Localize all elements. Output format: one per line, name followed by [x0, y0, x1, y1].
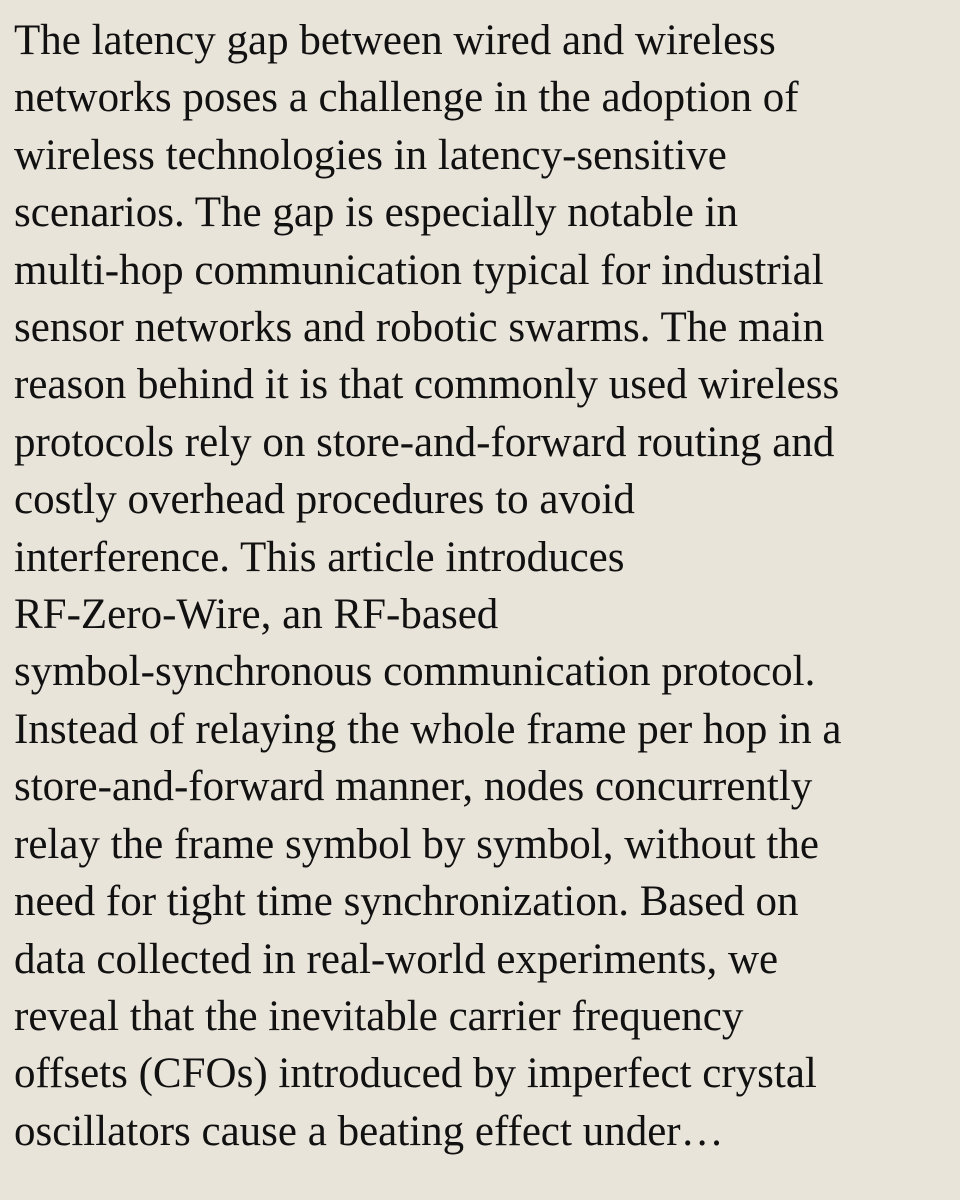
abstract-line: need for tight time synchronization. Based on: [14, 878, 799, 926]
abstract-line: networks poses a challenge in the adoption of: [14, 74, 799, 122]
abstract-line: scenarios. The gap is especially notable in: [14, 189, 739, 237]
abstract-line: wireless technologies in latency-sensitive: [14, 131, 727, 179]
abstract-line: interference. This article introduces: [14, 533, 625, 581]
abstract-line: symbol-synchronous communication protocol.: [14, 648, 816, 696]
abstract-line: data collected in real-world experiments, we: [14, 935, 779, 983]
abstract-line: costly overhead procedures to avoid: [14, 476, 635, 524]
abstract-line: RF-Zero-Wire, an RF-based: [14, 591, 499, 639]
abstract-line: oscillators cause a beating effect under…: [14, 1107, 724, 1155]
abstract-line: sensor networks and robotic swarms. The main: [14, 304, 825, 352]
abstract-line: reveal that the inevitable carrier frequency: [14, 992, 744, 1040]
abstract-line: multi-hop communication typical for industrial: [14, 246, 824, 294]
abstract-line: protocols rely on store-and-forward routing and: [14, 418, 835, 466]
abstract-line: offsets (CFOs) introduced by imperfect crystal: [14, 1050, 817, 1098]
abstract-line: relay the frame symbol by symbol, without the: [14, 820, 819, 868]
abstract-paragraph: [14, 12, 960, 1160]
abstract-line: The latency gap between wired and wireless: [14, 17, 776, 64]
abstract-line: store-and-forward manner, nodes concurrently: [14, 763, 813, 811]
abstract-line: reason behind it is that commonly used wireless: [14, 361, 840, 409]
abstract-line: Instead of relaying the whole frame per hop in a: [14, 705, 842, 753]
